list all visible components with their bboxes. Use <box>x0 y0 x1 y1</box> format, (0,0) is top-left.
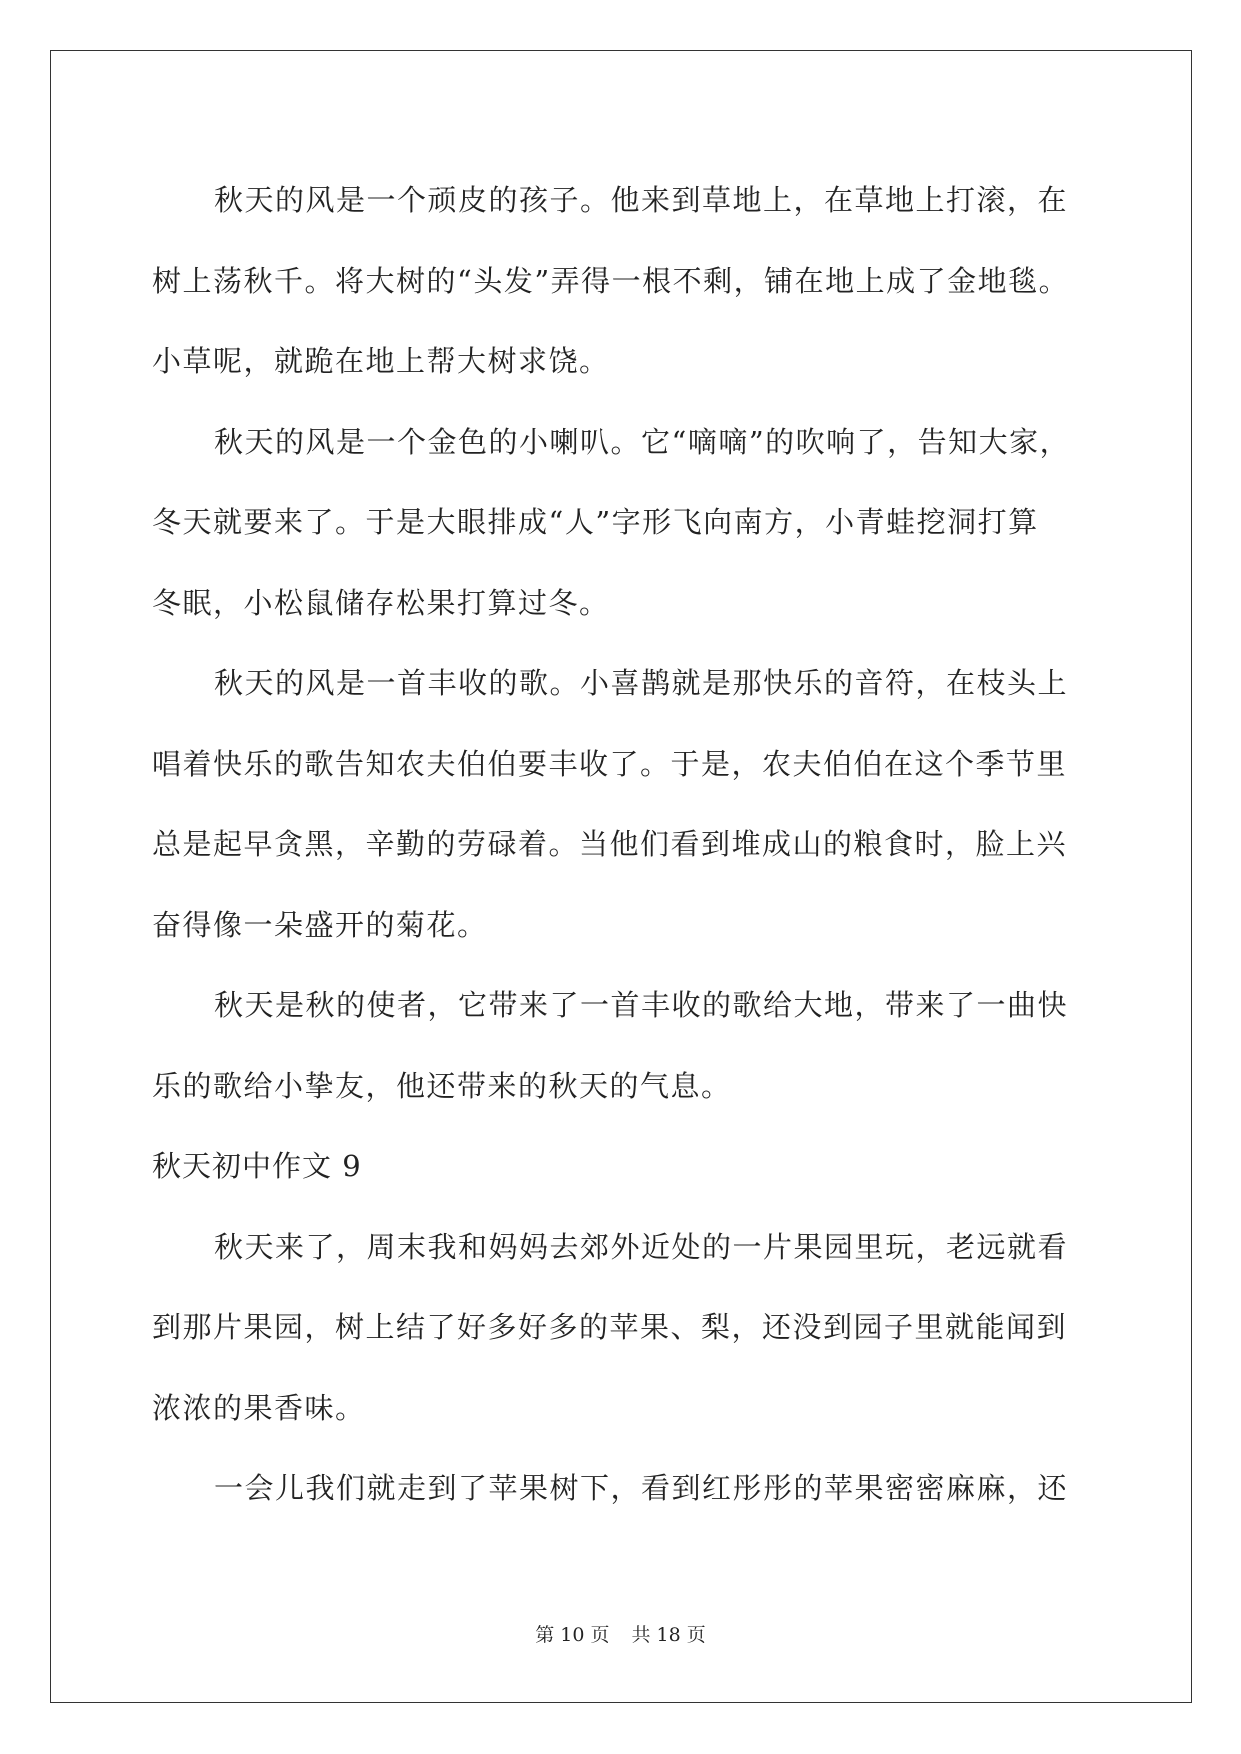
paragraph-line: 奋得像一朵盛开的菊花。 <box>152 907 488 942</box>
paragraph-line: 树上荡秋千。将大树的“头发”弄得一根不剩，铺在地上成了金地毯。 <box>152 263 1070 298</box>
paragraph-line: 冬眠，小松鼠储存松果打算过冬。 <box>152 585 610 620</box>
paragraph-line: 浓浓的果香味。 <box>152 1390 366 1425</box>
paragraph-line: 小草呢，就跪在地上帮大树求饶。 <box>152 344 610 378</box>
page-number: 第 10 页 <box>535 1624 610 1646</box>
paragraph-line: 总是起早贪黑，辛勤的劳碌着。当他们看到堆成山的粮食时，脸上兴 <box>152 827 1068 861</box>
paragraph-line: 秋天的风是一个顽皮的孩子。他来到草地上，在草地上打滚，在 <box>214 183 1069 217</box>
paragraph-line: 秋天的风是一首丰收的歌。小喜鹊就是那快乐的音符，在枝头上 <box>214 666 1069 700</box>
paragraph-line: 一会儿我们就走到了苹果树下，看到红彤彤的苹果密密麻麻，还 <box>214 1471 1069 1505</box>
paragraph-line: 到那片果园，树上结了好多好多的苹果、梨，还没到园子里就能闻到 <box>152 1310 1068 1344</box>
page-footer <box>0 1620 1241 1647</box>
paragraph-line: 唱着快乐的歌告知农夫伯伯要丰收了。于是，农夫伯伯在这个季节里 <box>152 746 1068 781</box>
paragraph-line: 秋天来了，周末我和妈妈去郊外近处的一片果园里玩，老远就看 <box>214 1229 1069 1264</box>
paragraph-line: 秋天的风是一个金色的小喇叭。它“嘀嘀”的吹响了，告知大家， <box>214 424 1071 459</box>
page-total: 共 18 页 <box>631 1624 706 1646</box>
paragraph-line: 冬天就要来了。于是大眼排成“人”字形飞向南方，小青蛙挖洞打算 <box>152 505 1039 539</box>
paragraph-line: 乐的歌给小挚友，他还带来的秋天的气息。 <box>152 1068 732 1103</box>
paragraph-line: 秋天是秋的使者，它带来了一首丰收的歌给大地，带来了一曲快 <box>214 988 1069 1022</box>
section-heading: 秋天初中作文 9 <box>152 1149 362 1183</box>
document-body <box>152 160 1097 1529</box>
